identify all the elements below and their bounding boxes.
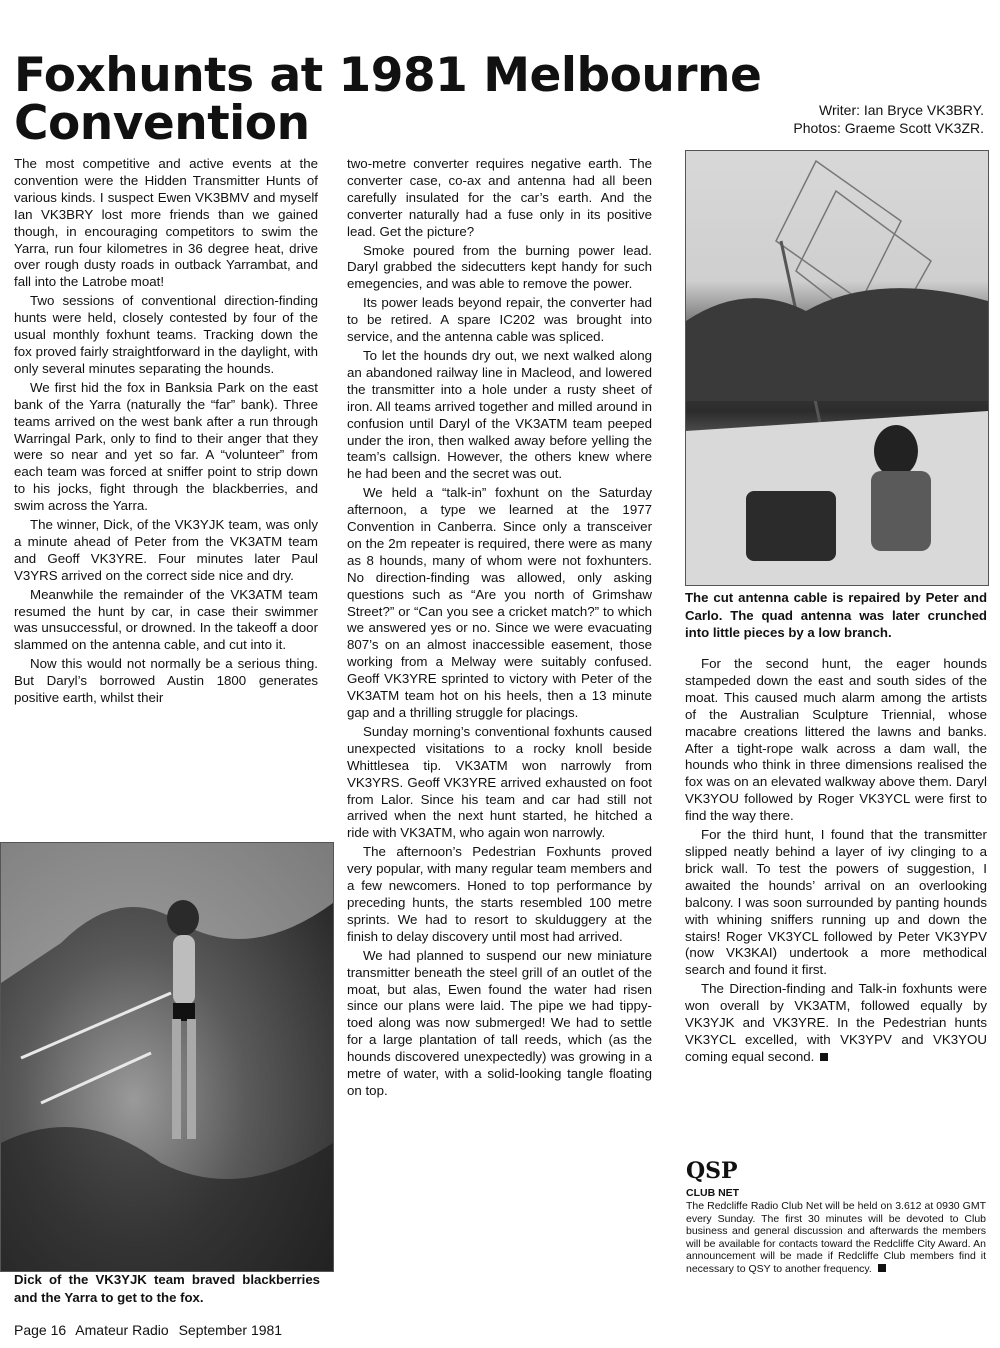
publication-name: Amateur Radio — [75, 1322, 169, 1338]
qsp-subheading: CLUB NET — [686, 1187, 740, 1199]
photo-antenna-caption: The cut antenna cable is repaired by Peter and Carlo. The quad antenna was later crunched into little pieces by a low branch. — [685, 590, 987, 640]
photo-antenna-repair — [685, 150, 989, 586]
paragraph: We first hid the fox in Banksia Park on the east bank of the Yarra (naturally the “far” bank). Three teams arrived on the west bank after a run through Warringal Park, only to find to their anger that they were so near and yet so far. A “volunteer” from each team was forced at sniffer point to strip down to his jocks, fight through the blackberries, and swim across the Yarra. — [14, 379, 318, 514]
photo-swimmer-caption: Dick of the VK3YJK team braved blackberries and the Yarra to get to the fox. — [14, 1272, 320, 1305]
paragraph — [685, 981, 987, 1066]
qsp-body-text: The Redcliffe Radio Club Net will be held on 3.612 at 0930 GMT every Sunday. The first 30 minutes will be devoted to Club business and general discussion and afterwards the members will be available for contacts toward the Redcliffe City Award. An announcement will be made if Redcliffe Club members find it necessary to QSY to another frequency. — [686, 1200, 986, 1275]
photos-credit: Photos: Graeme Scott VK3ZR. — [793, 120, 984, 136]
end-of-item-mark — [878, 1264, 886, 1272]
column-3 — [685, 656, 987, 1068]
paragraph: For the third hunt, I found that the transmitter slipped neatly behind a layer of ivy clinging to a brick wall. To test the powers of suggestion, I awaited the hounds’ arrival on an overlooking balcony. I was soon surrounded by panting hounds with whining sniffers running up and down the stairs! Roger VK3YCL followed by Peter VK3YPV (now VK3KAI) undertook a more methodical search and found it first. — [685, 827, 987, 978]
paragraph-text: The Direction-finding and Talk-in foxhunts were won overall by VK3ATM, followed equally by VK3YJK and VK3YRE. In the Pedestrian hunts VK3YCL excelled, with VK3YPV and VK3YOU coming equal second. — [685, 981, 987, 1064]
title-line-2: Convention — [14, 96, 310, 151]
paragraph: Meanwhile the remainder of the VK3ATM team resumed the hunt by car, in case their swimmer was unsuccessful, or drowned. In the takeoff a door slammed on the antenna cable, and cut into it. — [14, 586, 318, 653]
paragraph: two-metre converter requires negative earth. The converter case, co-ax and antenna had all been carefully insulated for the car’s earth. And the converter naturally had a fuse only in its positive lead. Get the picture? — [347, 156, 652, 239]
paragraph: We held a “talk-in” foxhunt on the Saturday afternoon, a type we learned at the 1977 Convention in Canberra. Since only a transceiver on the 2m repeater is required, there were as many as 8 hounds, many of whom were not foxhunters. No direction-finding was allowed, only asking questions such as “Are you north of Grimshaw Street?” or “Can you see a cricket match?” to which we answered yes or no. Since we were evacuating 807’s on an almost inaccessible easement, those working from a Melway were suitably confused. Geoff VK3YRE sprinted to victory with Peter of the VK3ATM team hot on his heels, then a 13 minute gap and a thrilling struggle for placings. — [347, 485, 652, 720]
issue-date: September 1981 — [178, 1322, 283, 1338]
paragraph: The winner, Dick, of the VK3YJK team, was only a minute ahead of Peter from the VK3ATM team and Geoff VK3YRE. Four minutes later Paul V3YRS arrived on the correct side nice and dry. — [14, 517, 318, 583]
paragraph: Now this would not normally be a serious thing. But Daryl’s borrowed Austin 1800 generates positive earth, whilst their — [14, 656, 318, 706]
paragraph: Sunday morning’s conventional foxhunts caused unexpected visitations to a rocky knoll beside Whittlesea tip. VK3ATM won narrowly from VK3YRS. Geoff VK3YRE arrived exhausted on foot from Lalor. Since his team and car had still not arrived when the next hunt started, he hitched a ride with VK3ATM, who again won narrowly. — [347, 723, 652, 841]
photo-antenna-figure — [686, 151, 988, 585]
paragraph: Its power leads beyond repair, the converter had to be retired. A spare IC202 was brought into service, and the antenna cable was spliced. — [347, 295, 652, 345]
paragraph: The afternoon’s Pedestrian Foxhunts proved very popular, with many regular team members and a few newcomers. Honed to top performance by preceding hunts, the starts resembled 100 metre sprints. We had to resort to skulduggery at the finish to delay discovery until most had arrived. — [347, 844, 652, 944]
paragraph: Smoke poured from the burning power lead. Daryl grabbed the sidecutters kept handy for such emegencies, and was able to remove the power. — [347, 242, 652, 292]
article-credits — [793, 101, 984, 137]
end-of-article-mark — [820, 1053, 828, 1061]
paragraph: To let the hounds dry out, we next walked along an abandoned railway line in Macleod, and lowered the transmitter into a hole under a rusty sheet of iron. All teams arrived together and milled around in confusion until Daryl of the VK3ATM team peeped under the iron, then walked away before yelling the team’s callsign. However, the others knew where he had been and the secret was out. — [347, 347, 652, 482]
paragraph: For the second hunt, the eager hounds stampeded down the east and south sides of the moat. This caused much alarm among the artists of the Australian Sculpture Triennial, whose macabre creations littered the lawns and banks. After a tight-rope walk across a dam wall, the hounds who think in three dimensions realised the fox was on an elevated walkway above them. Daryl VK3YOU followed by Roger VK3YCL were first to find the way there. — [685, 656, 987, 824]
paragraph: We had planned to suspend our new miniature transmitter beneath the steel grill of an outlet of the moat, but alas, Ewen found the water had risen since our plans were laid. The pipe we had tippy-toed along was now submerged! We had to settle for a large plantation of tall reeds, which (as the hounds discovered unexpectedly) was growing in a metre of water, with a solid-looking tangle floating on top. — [347, 947, 652, 1098]
qsp-body — [686, 1200, 986, 1276]
column-1 — [14, 156, 318, 709]
column-2 — [347, 156, 652, 1102]
title-line-1: Foxhunts at 1981 Melbourne — [14, 48, 762, 103]
paragraph: The most competitive and active events at the convention were the Hidden Transmitter Hunts of various kinds. I suspect Ewen VK3BMV and myself Ian VK3BRY lost more friends than we gained though, in encouraging competitors to swim the Yarra, run four kilometres in 36 degree heat, drive over rough dusty roads in outback Yarrambat, and fall into the Latrobe moat! — [14, 156, 318, 290]
photo-swimmer-figure — [1, 843, 333, 1271]
paragraph: Two sessions of conventional direction-finding hunts were held, closely contested by four of the usual monthly foxhunt teams. Tracking down the fox proved fairly straightforward in the daylight, with only several minutes separating the hounds. — [14, 293, 318, 376]
qsp-heading: QSP — [686, 1158, 738, 1184]
page-number: Page 16 — [14, 1322, 67, 1338]
writer-credit: Writer: Ian Bryce VK3BRY. — [819, 102, 984, 118]
page-footer — [14, 1322, 288, 1338]
photo-swimmer — [0, 842, 334, 1272]
